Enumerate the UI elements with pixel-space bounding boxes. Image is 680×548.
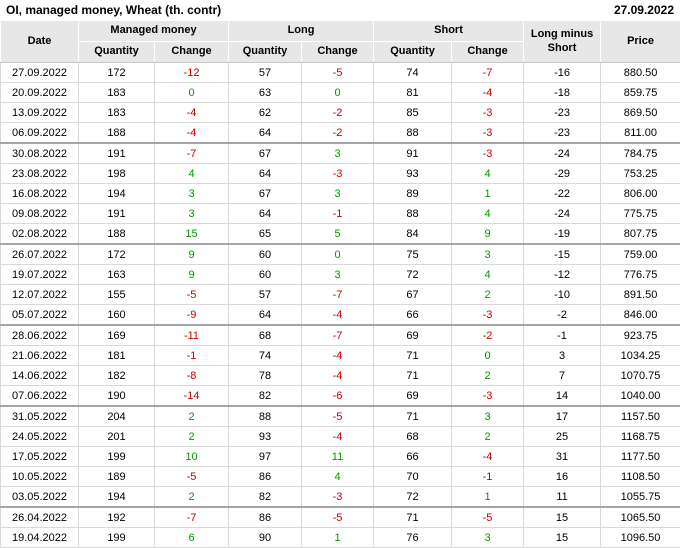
- price-cell: 784.75: [601, 143, 680, 164]
- long-change-cell: 11: [302, 447, 374, 467]
- mm-change-cell: -1: [155, 346, 229, 366]
- table-row: [1, 386, 680, 407]
- mm-quantity-cell: 188: [79, 123, 155, 144]
- short-quantity-cell: 69: [374, 325, 452, 346]
- col-group-short: Short: [374, 21, 524, 42]
- short-quantity-cell: 75: [374, 244, 452, 265]
- date-cell: 26.07.2022: [1, 244, 79, 265]
- date-cell: 23.08.2022: [1, 164, 79, 184]
- net-cell: -23: [524, 123, 601, 144]
- col-header-mm-quantity: Quantity: [79, 42, 155, 63]
- long-quantity-cell: 64: [229, 204, 302, 224]
- mm-change-cell: 3: [155, 184, 229, 204]
- date-cell: 26.04.2022: [1, 507, 79, 528]
- long-change-cell: -2: [302, 123, 374, 144]
- table-row: [1, 244, 680, 265]
- net-cell: 11: [524, 487, 601, 508]
- long-quantity-cell: 97: [229, 447, 302, 467]
- mm-change-cell: -5: [155, 467, 229, 487]
- mm-quantity-cell: 163: [79, 265, 155, 285]
- table-row: [1, 447, 680, 467]
- table-row: [1, 366, 680, 386]
- col-header-price: Price: [601, 21, 680, 63]
- table-row: [1, 164, 680, 184]
- net-cell: 3: [524, 346, 601, 366]
- price-cell: 1177.50: [601, 447, 680, 467]
- mm-change-cell: 15: [155, 224, 229, 245]
- mm-quantity-cell: 204: [79, 406, 155, 427]
- long-quantity-cell: 82: [229, 386, 302, 407]
- long-change-cell: 3: [302, 143, 374, 164]
- mm-quantity-cell: 199: [79, 528, 155, 548]
- mm-change-cell: 4: [155, 164, 229, 184]
- col-header-long-change: Change: [302, 42, 374, 63]
- date-cell: 14.06.2022: [1, 366, 79, 386]
- price-cell: 1055.75: [601, 487, 680, 508]
- col-header-long-quantity: Quantity: [229, 42, 302, 63]
- short-quantity-cell: 76: [374, 528, 452, 548]
- mm-quantity-cell: 191: [79, 143, 155, 164]
- short-quantity-cell: 84: [374, 224, 452, 245]
- short-quantity-cell: 74: [374, 63, 452, 83]
- date-cell: 20.09.2022: [1, 83, 79, 103]
- table-row: [1, 325, 680, 346]
- short-change-cell: 2: [452, 366, 524, 386]
- mm-quantity-cell: 199: [79, 447, 155, 467]
- mm-quantity-cell: 155: [79, 285, 155, 305]
- price-cell: 923.75: [601, 325, 680, 346]
- short-quantity-cell: 93: [374, 164, 452, 184]
- price-cell: 1070.75: [601, 366, 680, 386]
- long-quantity-cell: 57: [229, 63, 302, 83]
- mm-quantity-cell: 183: [79, 103, 155, 123]
- mm-quantity-cell: 198: [79, 164, 155, 184]
- net-cell: -15: [524, 244, 601, 265]
- mm-quantity-cell: 188: [79, 224, 155, 245]
- table-row: [1, 507, 680, 528]
- price-cell: 859.75: [601, 83, 680, 103]
- oi-table: [0, 20, 680, 548]
- long-quantity-cell: 67: [229, 143, 302, 164]
- table-row: [1, 265, 680, 285]
- date-cell: 17.05.2022: [1, 447, 79, 467]
- price-cell: 869.50: [601, 103, 680, 123]
- short-quantity-cell: 71: [374, 366, 452, 386]
- net-cell: -2: [524, 305, 601, 326]
- short-quantity-cell: 66: [374, 447, 452, 467]
- short-change-cell: -5: [452, 507, 524, 528]
- mm-change-cell: -4: [155, 103, 229, 123]
- long-quantity-cell: 93: [229, 427, 302, 447]
- short-quantity-cell: 72: [374, 265, 452, 285]
- short-quantity-cell: 68: [374, 427, 452, 447]
- long-quantity-cell: 57: [229, 285, 302, 305]
- date-cell: 31.05.2022: [1, 406, 79, 427]
- net-cell: -24: [524, 143, 601, 164]
- date-cell: 05.07.2022: [1, 305, 79, 326]
- long-quantity-cell: 67: [229, 184, 302, 204]
- short-change-cell: -2: [452, 325, 524, 346]
- mm-quantity-cell: 192: [79, 507, 155, 528]
- price-cell: 806.00: [601, 184, 680, 204]
- table-row: [1, 143, 680, 164]
- net-cell: 25: [524, 427, 601, 447]
- net-cell: -19: [524, 224, 601, 245]
- short-change-cell: 4: [452, 265, 524, 285]
- short-quantity-cell: 71: [374, 346, 452, 366]
- long-change-cell: -6: [302, 386, 374, 407]
- mm-change-cell: -7: [155, 507, 229, 528]
- net-cell: 17: [524, 406, 601, 427]
- short-quantity-cell: 72: [374, 487, 452, 508]
- price-cell: 811.00: [601, 123, 680, 144]
- table-row: [1, 103, 680, 123]
- net-cell: 14: [524, 386, 601, 407]
- date-cell: 10.05.2022: [1, 467, 79, 487]
- mm-change-cell: 9: [155, 244, 229, 265]
- long-quantity-cell: 86: [229, 467, 302, 487]
- long-change-cell: 1: [302, 528, 374, 548]
- mm-quantity-cell: 189: [79, 467, 155, 487]
- net-cell: -12: [524, 265, 601, 285]
- price-cell: 807.75: [601, 224, 680, 245]
- net-cell: -16: [524, 63, 601, 83]
- price-cell: 753.25: [601, 164, 680, 184]
- date-cell: 07.06.2022: [1, 386, 79, 407]
- price-cell: 759.00: [601, 244, 680, 265]
- mm-change-cell: -12: [155, 63, 229, 83]
- short-change-cell: 1: [452, 487, 524, 508]
- mm-change-cell: -14: [155, 386, 229, 407]
- price-cell: 1108.50: [601, 467, 680, 487]
- date-cell: 28.06.2022: [1, 325, 79, 346]
- short-quantity-cell: 88: [374, 204, 452, 224]
- short-quantity-cell: 70: [374, 467, 452, 487]
- net-cell: 31: [524, 447, 601, 467]
- mm-change-cell: -11: [155, 325, 229, 346]
- long-quantity-cell: 68: [229, 325, 302, 346]
- table-row: [1, 285, 680, 305]
- long-change-cell: -7: [302, 325, 374, 346]
- long-quantity-cell: 82: [229, 487, 302, 508]
- mm-change-cell: 2: [155, 487, 229, 508]
- price-cell: 1096.50: [601, 528, 680, 548]
- long-change-cell: -1: [302, 204, 374, 224]
- mm-quantity-cell: 191: [79, 204, 155, 224]
- short-change-cell: -3: [452, 386, 524, 407]
- short-change-cell: 2: [452, 427, 524, 447]
- mm-change-cell: -8: [155, 366, 229, 386]
- table-row: [1, 487, 680, 508]
- mm-change-cell: -9: [155, 305, 229, 326]
- col-header-long-minus-short: Long minus Short: [524, 21, 601, 63]
- price-cell: 1040.00: [601, 386, 680, 407]
- date-cell: 09.08.2022: [1, 204, 79, 224]
- table-row: [1, 427, 680, 447]
- long-quantity-cell: 90: [229, 528, 302, 548]
- short-change-cell: -7: [452, 63, 524, 83]
- price-cell: 880.50: [601, 63, 680, 83]
- table-row: [1, 467, 680, 487]
- long-change-cell: -5: [302, 507, 374, 528]
- short-change-cell: 4: [452, 164, 524, 184]
- net-cell: -1: [524, 325, 601, 346]
- col-header-mm-change: Change: [155, 42, 229, 63]
- table-header: [1, 21, 680, 63]
- net-cell: -18: [524, 83, 601, 103]
- net-cell: 16: [524, 467, 601, 487]
- long-quantity-cell: 64: [229, 164, 302, 184]
- short-change-cell: 9: [452, 224, 524, 245]
- net-cell: 7: [524, 366, 601, 386]
- short-quantity-cell: 66: [374, 305, 452, 326]
- mm-quantity-cell: 194: [79, 184, 155, 204]
- mm-quantity-cell: 194: [79, 487, 155, 508]
- long-quantity-cell: 63: [229, 83, 302, 103]
- net-cell: -10: [524, 285, 601, 305]
- price-cell: 776.75: [601, 265, 680, 285]
- date-cell: 16.08.2022: [1, 184, 79, 204]
- mm-quantity-cell: 183: [79, 83, 155, 103]
- short-change-cell: 2: [452, 285, 524, 305]
- net-cell: 15: [524, 528, 601, 548]
- mm-change-cell: 0: [155, 83, 229, 103]
- short-quantity-cell: 71: [374, 507, 452, 528]
- price-cell: 1034.25: [601, 346, 680, 366]
- short-quantity-cell: 91: [374, 143, 452, 164]
- mm-change-cell: -7: [155, 143, 229, 164]
- long-quantity-cell: 62: [229, 103, 302, 123]
- long-change-cell: 0: [302, 83, 374, 103]
- col-header-short-quantity: Quantity: [374, 42, 452, 63]
- short-change-cell: -4: [452, 447, 524, 467]
- date-cell: 19.04.2022: [1, 528, 79, 548]
- short-quantity-cell: 67: [374, 285, 452, 305]
- mm-quantity-cell: 181: [79, 346, 155, 366]
- table-row: [1, 406, 680, 427]
- long-change-cell: 3: [302, 265, 374, 285]
- price-cell: 846.00: [601, 305, 680, 326]
- long-quantity-cell: 74: [229, 346, 302, 366]
- short-change-cell: -3: [452, 103, 524, 123]
- long-change-cell: -3: [302, 164, 374, 184]
- mm-quantity-cell: 182: [79, 366, 155, 386]
- short-change-cell: -4: [452, 83, 524, 103]
- long-quantity-cell: 86: [229, 507, 302, 528]
- short-change-cell: -3: [452, 123, 524, 144]
- table-body: [1, 63, 680, 548]
- table-row: [1, 63, 680, 83]
- date-cell: 03.05.2022: [1, 487, 79, 508]
- table-row: [1, 224, 680, 245]
- price-cell: 1065.50: [601, 507, 680, 528]
- mm-quantity-cell: 172: [79, 244, 155, 265]
- table-row: [1, 528, 680, 548]
- long-quantity-cell: 64: [229, 305, 302, 326]
- report-date: 27.09.2022: [613, 3, 674, 17]
- long-change-cell: -5: [302, 63, 374, 83]
- table-row: [1, 305, 680, 326]
- net-cell: -23: [524, 103, 601, 123]
- short-change-cell: 3: [452, 528, 524, 548]
- short-quantity-cell: 89: [374, 184, 452, 204]
- date-cell: 13.09.2022: [1, 103, 79, 123]
- mm-quantity-cell: 172: [79, 63, 155, 83]
- net-cell: -29: [524, 164, 601, 184]
- mm-change-cell: 2: [155, 406, 229, 427]
- table-row: [1, 184, 680, 204]
- short-quantity-cell: 69: [374, 386, 452, 407]
- short-quantity-cell: 81: [374, 83, 452, 103]
- short-quantity-cell: 71: [374, 406, 452, 427]
- table-row: [1, 83, 680, 103]
- long-change-cell: 0: [302, 244, 374, 265]
- short-change-cell: 3: [452, 406, 524, 427]
- long-change-cell: -2: [302, 103, 374, 123]
- short-change-cell: 3: [452, 244, 524, 265]
- mm-change-cell: -4: [155, 123, 229, 144]
- long-change-cell: -4: [302, 305, 374, 326]
- date-cell: 02.08.2022: [1, 224, 79, 245]
- price-cell: 775.75: [601, 204, 680, 224]
- col-header-date: Date: [1, 21, 79, 63]
- short-change-cell: -3: [452, 143, 524, 164]
- long-change-cell: -4: [302, 346, 374, 366]
- mm-quantity-cell: 201: [79, 427, 155, 447]
- date-cell: 12.07.2022: [1, 285, 79, 305]
- mm-change-cell: 6: [155, 528, 229, 548]
- mm-quantity-cell: 169: [79, 325, 155, 346]
- long-change-cell: -7: [302, 285, 374, 305]
- short-quantity-cell: 85: [374, 103, 452, 123]
- page-title: OI, managed money, Wheat (th. contr): [6, 3, 222, 17]
- net-cell: -24: [524, 204, 601, 224]
- net-cell: 15: [524, 507, 601, 528]
- short-change-cell: 1: [452, 184, 524, 204]
- table-row: [1, 123, 680, 144]
- title-bar: [0, 0, 680, 20]
- date-cell: 21.06.2022: [1, 346, 79, 366]
- long-quantity-cell: 78: [229, 366, 302, 386]
- short-change-cell: -1: [452, 467, 524, 487]
- long-change-cell: 4: [302, 467, 374, 487]
- short-change-cell: -3: [452, 305, 524, 326]
- long-quantity-cell: 60: [229, 265, 302, 285]
- date-cell: 27.09.2022: [1, 63, 79, 83]
- mm-quantity-cell: 190: [79, 386, 155, 407]
- date-cell: 24.05.2022: [1, 427, 79, 447]
- mm-change-cell: 10: [155, 447, 229, 467]
- date-cell: 30.08.2022: [1, 143, 79, 164]
- short-change-cell: 4: [452, 204, 524, 224]
- price-cell: 1168.75: [601, 427, 680, 447]
- price-cell: 1157.50: [601, 406, 680, 427]
- long-quantity-cell: 88: [229, 406, 302, 427]
- date-cell: 19.07.2022: [1, 265, 79, 285]
- long-change-cell: 5: [302, 224, 374, 245]
- mm-quantity-cell: 160: [79, 305, 155, 326]
- mm-change-cell: -5: [155, 285, 229, 305]
- long-change-cell: -5: [302, 406, 374, 427]
- short-quantity-cell: 88: [374, 123, 452, 144]
- long-change-cell: -3: [302, 487, 374, 508]
- long-quantity-cell: 60: [229, 244, 302, 265]
- long-change-cell: -4: [302, 427, 374, 447]
- net-cell: -22: [524, 184, 601, 204]
- table-row: [1, 204, 680, 224]
- long-quantity-cell: 65: [229, 224, 302, 245]
- col-header-short-change: Change: [452, 42, 524, 63]
- long-quantity-cell: 64: [229, 123, 302, 144]
- long-change-cell: -4: [302, 366, 374, 386]
- mm-change-cell: 9: [155, 265, 229, 285]
- col-group-long: Long: [229, 21, 374, 42]
- mm-change-cell: 2: [155, 427, 229, 447]
- date-cell: 06.09.2022: [1, 123, 79, 144]
- price-cell: 891.50: [601, 285, 680, 305]
- short-change-cell: 0: [452, 346, 524, 366]
- table-row: [1, 346, 680, 366]
- col-group-managed-money: Managed money: [79, 21, 229, 42]
- mm-change-cell: 3: [155, 204, 229, 224]
- long-change-cell: 3: [302, 184, 374, 204]
